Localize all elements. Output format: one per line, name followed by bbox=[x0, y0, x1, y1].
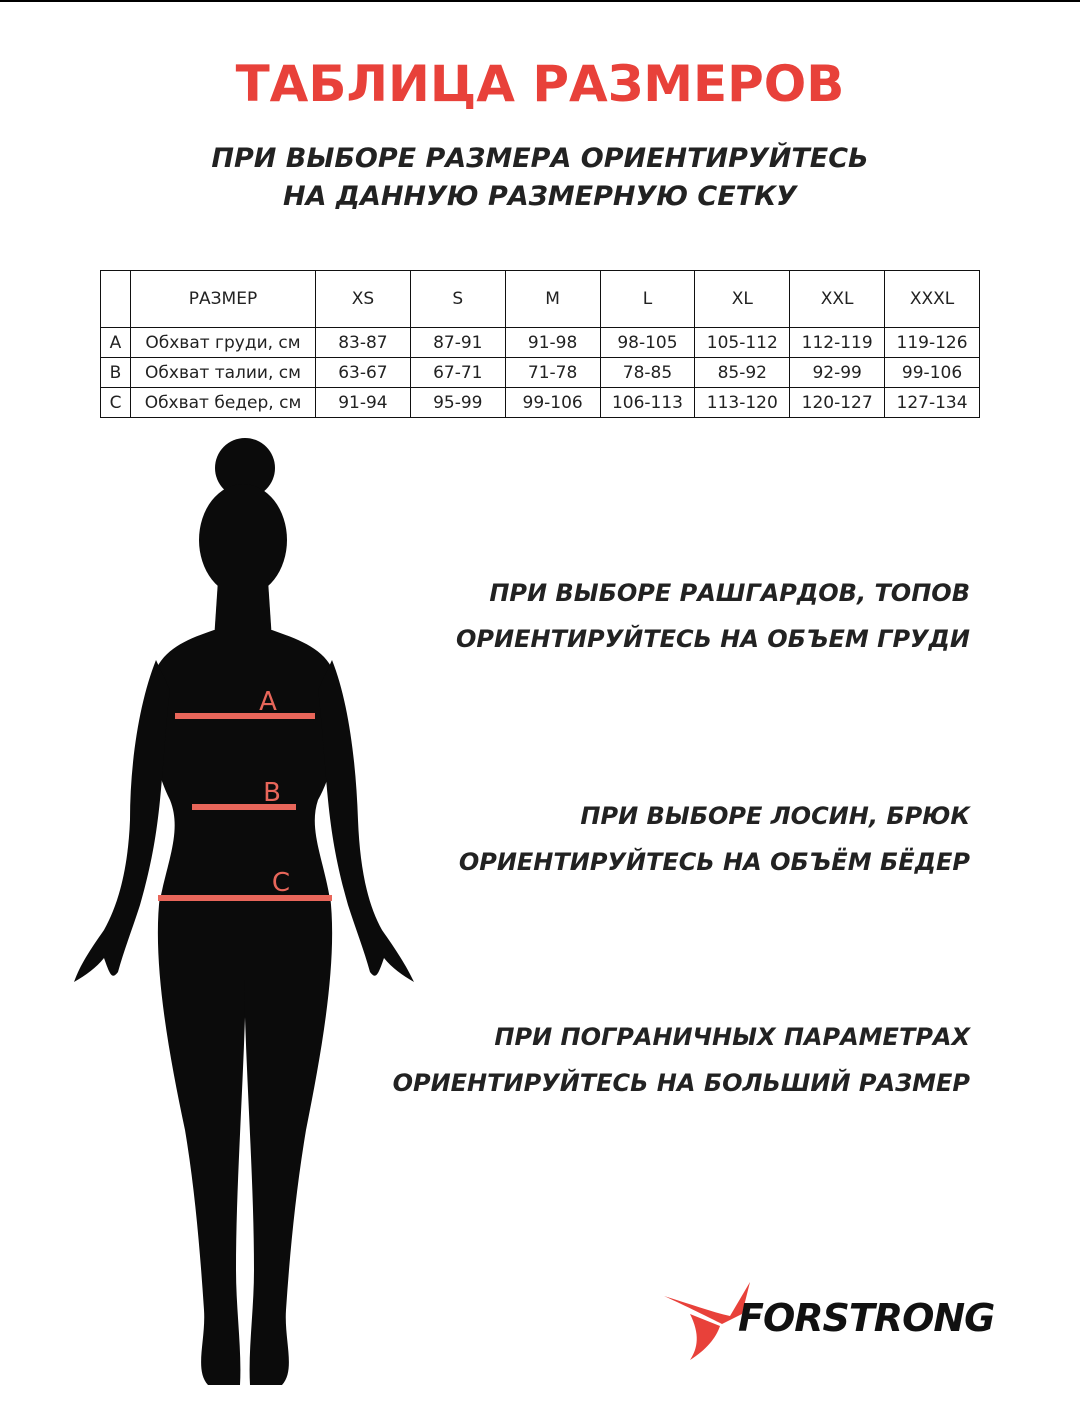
size-column-header: XXL bbox=[790, 271, 885, 328]
marker-c-label: C bbox=[271, 868, 291, 898]
table-corner-cell bbox=[101, 271, 131, 328]
note-borderline bbox=[393, 1014, 970, 1106]
note-line: ОРИЕНТИРУЙТЕСЬ НА ОБЪЁМ БЁДЕР bbox=[458, 848, 970, 876]
measure-line-a bbox=[175, 713, 315, 719]
note-hips bbox=[459, 793, 970, 885]
note-line: ПРИ ВЫБОРЕ ЛОСИН, БРЮК bbox=[580, 802, 970, 830]
table-cell: 106-113 bbox=[600, 388, 695, 418]
size-column-header: M bbox=[505, 271, 600, 328]
table-cell: 127-134 bbox=[885, 388, 980, 418]
table-cell: 92-99 bbox=[790, 358, 885, 388]
table-cell: 91-94 bbox=[316, 388, 411, 418]
row-label: Обхват бедер, см bbox=[131, 388, 316, 418]
size-column-header: XL bbox=[695, 271, 790, 328]
measure-line-c bbox=[158, 895, 332, 901]
row-letter: A bbox=[101, 328, 131, 358]
row-label: Обхват груди, см bbox=[131, 328, 316, 358]
table-cell: 99-106 bbox=[505, 388, 600, 418]
table-row-waist bbox=[101, 358, 980, 388]
table-cell: 112-119 bbox=[790, 328, 885, 358]
table-row-hips bbox=[101, 388, 980, 418]
page-subtitle bbox=[0, 140, 1080, 216]
note-chest bbox=[456, 570, 970, 662]
table-cell: 99-106 bbox=[885, 358, 980, 388]
row-label: Обхват талии, см bbox=[131, 358, 316, 388]
body-silhouette-figure bbox=[60, 430, 440, 1407]
marker-b-label: B bbox=[263, 778, 281, 808]
table-cell: 113-120 bbox=[695, 388, 790, 418]
note-line: ОРИЕНТИРУЙТЕСЬ НА ОБЪЕМ ГРУДИ bbox=[456, 625, 970, 653]
subtitle-line-2: НА ДАННУЮ РАЗМЕРНУЮ СЕТКУ bbox=[283, 181, 797, 212]
note-line: ПРИ ПОГРАНИЧНЫХ ПАРАМЕТРАХ bbox=[494, 1023, 970, 1051]
size-column-header: XXXL bbox=[885, 271, 980, 328]
size-column-header: L bbox=[600, 271, 695, 328]
note-line: ОРИЕНТИРУЙТЕСЬ НА БОЛЬШИЙ РАЗМЕР bbox=[392, 1069, 970, 1097]
table-cell: 98-105 bbox=[600, 328, 695, 358]
page-title: ТАБЛИЦА РАЗМЕРОВ bbox=[235, 55, 845, 113]
size-header-cell: РАЗМЕР bbox=[131, 271, 316, 328]
table-cell: 91-98 bbox=[505, 328, 600, 358]
table-row-chest bbox=[101, 328, 980, 358]
row-letter: C bbox=[101, 388, 131, 418]
table-cell: 63-67 bbox=[316, 358, 411, 388]
marker-a-label: A bbox=[259, 687, 277, 717]
table-cell: 119-126 bbox=[885, 328, 980, 358]
table-cell: 67-71 bbox=[410, 358, 505, 388]
size-table bbox=[100, 270, 980, 418]
table-cell: 105-112 bbox=[695, 328, 790, 358]
silhouette-icon bbox=[74, 438, 414, 1385]
table-cell: 83-87 bbox=[316, 328, 411, 358]
size-column-header: S bbox=[410, 271, 505, 328]
table-cell: 78-85 bbox=[600, 358, 695, 388]
table-cell: 95-99 bbox=[410, 388, 505, 418]
note-line: ПРИ ВЫБОРЕ РАШГАРДОВ, ТОПОВ bbox=[489, 579, 970, 607]
subtitle-line-1: ПРИ ВЫБОРЕ РАЗМЕРА ОРИЕНТИРУЙТЕСЬ bbox=[211, 143, 869, 174]
table-cell: 85-92 bbox=[695, 358, 790, 388]
table-cell: 120-127 bbox=[790, 388, 885, 418]
size-column-header: XS bbox=[316, 271, 411, 328]
brand-name: FORSTRONG bbox=[738, 1296, 995, 1340]
top-divider bbox=[0, 0, 1080, 2]
table-cell: 71-78 bbox=[505, 358, 600, 388]
row-letter: B bbox=[101, 358, 131, 388]
table-cell: 87-91 bbox=[410, 328, 505, 358]
size-table-header-row bbox=[101, 271, 980, 328]
